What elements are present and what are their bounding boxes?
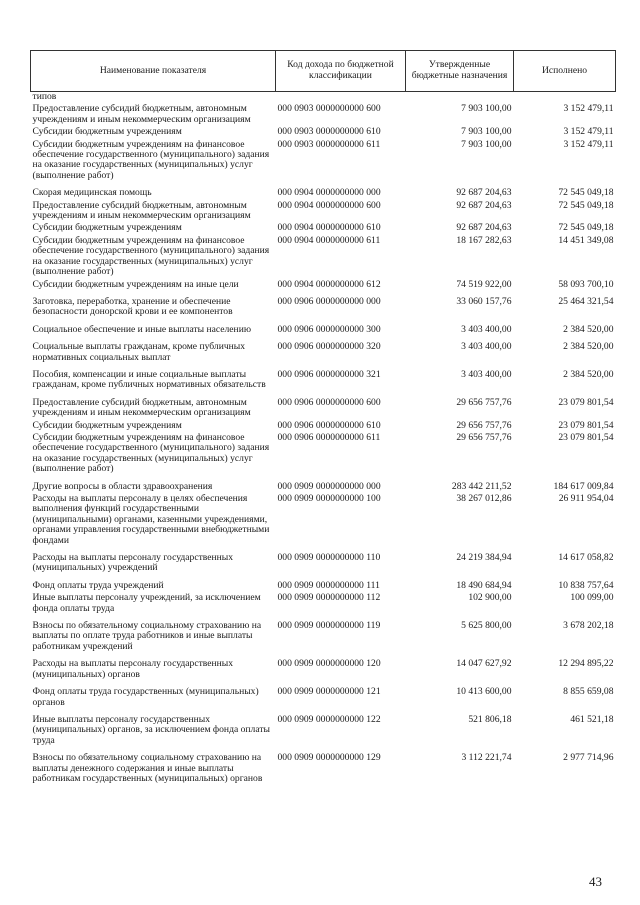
row-code: 000 0909 0000000000 122 xyxy=(277,713,381,725)
row-code: 000 0906 0000000000 321 xyxy=(277,368,381,380)
row-code: 000 0909 0000000000 120 xyxy=(277,658,381,670)
row-executed: 58 093 700,10 xyxy=(558,278,614,290)
row-name: типов xyxy=(32,91,57,102)
row-name: Расходы на выплаты персоналу в целях обеспечения выполнения функций государственными (муниципальными) органами, казенными учреждениями, органами управления государственными внебюджетными фондами xyxy=(32,493,270,546)
row-approved: 92 687 204,63 xyxy=(456,187,512,199)
row-code: 000 0909 0000000000 100 xyxy=(277,493,381,504)
row-code: 000 0909 0000000000 121 xyxy=(277,686,381,698)
row-code: 000 0904 0000000000 610 xyxy=(277,222,381,234)
table-row xyxy=(31,680,616,708)
row-name: Субсидии бюджетным учреждениям на финансовое обеспечение государственного (муниципального) задания на оказание государственных (муниципальных) услуг (выполнение работ) xyxy=(32,234,270,278)
row-executed: 10 838 757,64 xyxy=(558,579,614,591)
table-row xyxy=(31,234,616,278)
row-name: Пособия, компенсации и иные социальные выплаты гражданам, кроме публичных нормативных обязательств xyxy=(32,368,266,391)
row-approved xyxy=(406,92,514,103)
row-code xyxy=(276,92,406,103)
header-name: Наименование показателя xyxy=(31,51,276,92)
row-executed: 3 152 479,11 xyxy=(563,103,614,115)
table-row xyxy=(31,138,616,182)
table-row xyxy=(31,335,616,363)
table-header xyxy=(31,51,616,92)
row-name: Предоставление субсидий бюджетным, автономным учреждениям и иным некоммерческим организациям xyxy=(32,199,251,222)
row-name: Социальные выплаты гражданам, кроме публичных нормативных социальных выплат xyxy=(32,341,246,363)
row-executed: 3 678 202,18 xyxy=(563,620,614,632)
row-code: 000 0906 0000000000 320 xyxy=(277,341,381,353)
row-executed: 8 855 659,08 xyxy=(563,686,614,698)
row-approved: 29 656 757,76 xyxy=(456,419,512,431)
row-approved: 18 167 282,63 xyxy=(456,234,512,246)
row-name: Расходы на выплаты персоналу государственных (муниципальных) учреждений xyxy=(32,552,234,574)
row-executed: 72 545 049,18 xyxy=(558,187,614,199)
table-row xyxy=(31,614,616,652)
row-code: 000 0904 0000000000 600 xyxy=(277,199,381,211)
table-row xyxy=(31,391,616,419)
row-executed: 14 451 349,08 xyxy=(558,234,614,246)
table-row xyxy=(31,708,616,746)
table-row xyxy=(31,199,616,222)
table-row xyxy=(31,363,616,391)
row-code: 000 0906 0000000000 600 xyxy=(277,396,381,408)
row-approved: 74 519 922,00 xyxy=(456,278,512,290)
row-approved: 7 903 100,00 xyxy=(461,103,512,115)
page-number: 43 xyxy=(589,874,602,889)
budget-execution-table xyxy=(30,50,616,784)
row-approved: 92 687 204,63 xyxy=(456,222,512,234)
row-executed: 3 152 479,11 xyxy=(563,138,614,150)
row-executed: 100 099,00 xyxy=(570,592,614,604)
row-name: Взносы по обязательному социальному страхованию на выплаты по оплате труда работников и иные выплаты работникам учреждений xyxy=(32,620,262,652)
row-code: 000 0909 0000000000 129 xyxy=(277,752,381,764)
row-approved: 18 490 684,94 xyxy=(456,579,512,591)
row-code: 000 0904 0000000000 611 xyxy=(277,234,381,246)
row-code: 000 0909 0000000000 112 xyxy=(277,592,381,604)
row-approved: 283 442 211,52 xyxy=(451,480,512,492)
row-approved: 521 806,18 xyxy=(468,713,512,725)
row-approved: 3 403 400,00 xyxy=(461,368,512,380)
table-row xyxy=(31,652,616,680)
table-row xyxy=(31,278,616,290)
row-name: Расходы на выплаты персоналу государственных (муниципальных) органов xyxy=(32,658,234,680)
row-code: 000 0909 0000000000 110 xyxy=(277,552,381,564)
row-approved: 24 219 384,94 xyxy=(456,552,512,564)
row-approved: 102 900,00 xyxy=(468,592,512,604)
row-name: Субсидии бюджетным учреждениям xyxy=(32,126,182,138)
row-approved: 29 656 757,76 xyxy=(456,431,512,443)
row-name: Субсидии бюджетным учреждениям xyxy=(32,419,182,431)
table-row xyxy=(31,125,616,137)
table-row xyxy=(31,419,616,431)
row-executed: 184 617 009,84 xyxy=(553,480,614,492)
row-name: Предоставление субсидий бюджетным, автономным учреждениям и иным некоммерческим организациям xyxy=(32,103,251,125)
row-executed: 12 294 895,22 xyxy=(558,658,614,670)
row-executed xyxy=(514,92,616,103)
table-row xyxy=(31,92,616,103)
table-row xyxy=(31,290,616,318)
row-code: 000 0904 0000000000 612 xyxy=(277,278,381,290)
row-approved: 7 903 100,00 xyxy=(461,126,512,138)
row-executed: 14 617 058,82 xyxy=(558,552,614,564)
row-executed: 2 977 714,96 xyxy=(563,752,614,764)
row-name: Субсидии бюджетным учреждениям xyxy=(32,222,182,234)
table-row xyxy=(31,181,616,198)
row-approved: 3 112 221,74 xyxy=(461,752,512,764)
row-name: Взносы по обязательному социальному страхованию на выплаты денежного содержания и иные выплаты работникам государственных (муниципальных) органов xyxy=(32,752,263,784)
row-executed: 23 079 801,54 xyxy=(558,431,614,443)
row-approved: 29 656 757,76 xyxy=(456,396,512,408)
row-name: Субсидии бюджетным учреждениям на финансовое обеспечение государственного (муниципального) задания на оказание государственных (муниципальных) услуг (выполнение работ) xyxy=(32,431,270,475)
table-row xyxy=(31,746,616,784)
row-name: Субсидии бюджетным учреждениям на иные цели xyxy=(32,278,239,290)
row-approved: 3 403 400,00 xyxy=(461,323,512,335)
row-code: 000 0906 0000000000 300 xyxy=(277,323,381,335)
table-row xyxy=(31,546,616,574)
row-name: Социальное обеспечение и иные выплаты населению xyxy=(32,323,251,335)
row-executed: 23 079 801,54 xyxy=(558,419,614,431)
row-name: Фонд оплаты труда государственных (муниципальных) органов xyxy=(32,686,259,708)
row-code: 000 0903 0000000000 610 xyxy=(277,126,381,138)
table-row xyxy=(31,431,616,475)
table-row xyxy=(31,318,616,335)
row-approved: 38 267 012,86 xyxy=(456,493,512,504)
row-code: 000 0909 0000000000 111 xyxy=(277,579,380,591)
table-row xyxy=(31,221,616,233)
row-executed: 3 152 479,11 xyxy=(563,126,614,138)
row-name: Скорая медицинская помощь xyxy=(32,187,152,199)
row-approved: 33 060 157,76 xyxy=(456,295,512,307)
table-row xyxy=(31,475,616,492)
row-approved: 14 047 627,92 xyxy=(456,658,512,670)
row-approved: 7 903 100,00 xyxy=(461,138,512,150)
header-code: Код дохода по бюджетной классификации xyxy=(276,51,406,92)
row-code: 000 0909 0000000000 119 xyxy=(277,620,381,632)
table-row xyxy=(31,591,616,614)
header-approved: Утвержденные бюджетные назначения xyxy=(406,51,514,92)
header-executed: Исполнено xyxy=(514,51,616,92)
row-approved: 5 625 800,00 xyxy=(461,620,512,632)
row-name: Другие вопросы в области здравоохранения xyxy=(32,480,213,492)
row-name: Предоставление субсидий бюджетным, автономным учреждениям и иным некоммерческим организациям xyxy=(32,396,251,419)
row-executed: 26 911 954,04 xyxy=(558,493,614,504)
row-code: 000 0909 0000000000 000 xyxy=(277,480,381,492)
row-code: 000 0903 0000000000 611 xyxy=(277,138,381,150)
row-approved: 10 413 600,00 xyxy=(456,686,512,698)
row-code: 000 0906 0000000000 000 xyxy=(277,295,381,307)
table-row xyxy=(31,492,616,546)
table-row xyxy=(31,102,616,125)
row-executed: 72 545 049,18 xyxy=(558,222,614,234)
row-executed: 2 384 520,00 xyxy=(563,323,614,335)
row-executed: 23 079 801,54 xyxy=(558,396,614,408)
row-executed: 2 384 520,00 xyxy=(563,368,614,380)
row-name: Субсидии бюджетным учреждениям на финансовое обеспечение государственного (муниципального) задания на оказание государственных (муниципальных) услуг (выполнение работ) xyxy=(32,138,270,181)
row-executed: 25 464 321,54 xyxy=(558,295,614,307)
row-executed: 461 521,18 xyxy=(570,713,614,725)
row-approved: 92 687 204,63 xyxy=(456,199,512,211)
row-name: Фонд оплаты труда учреждений xyxy=(32,579,164,591)
header-row xyxy=(31,51,616,92)
row-code: 000 0906 0000000000 611 xyxy=(277,431,381,443)
row-executed: 2 384 520,00 xyxy=(563,341,614,353)
table-row xyxy=(31,574,616,591)
row-executed: 72 545 049,18 xyxy=(558,199,614,211)
row-name: Иные выплаты персоналу государственных (муниципальных) органов, за исключением фонда оплаты труда xyxy=(32,713,270,746)
row-code: 000 0903 0000000000 600 xyxy=(277,103,381,115)
row-name: Иные выплаты персоналу учреждений, за исключением фонда оплаты труда xyxy=(32,592,261,614)
row-name: Заготовка, переработка, хранение и обеспечение безопасности донорской крови и ее компонентов xyxy=(32,295,233,318)
row-code: 000 0906 0000000000 610 xyxy=(277,419,381,431)
row-approved: 3 403 400,00 xyxy=(461,341,512,353)
table-body xyxy=(31,92,616,785)
row-code: 000 0904 0000000000 000 xyxy=(277,187,381,199)
